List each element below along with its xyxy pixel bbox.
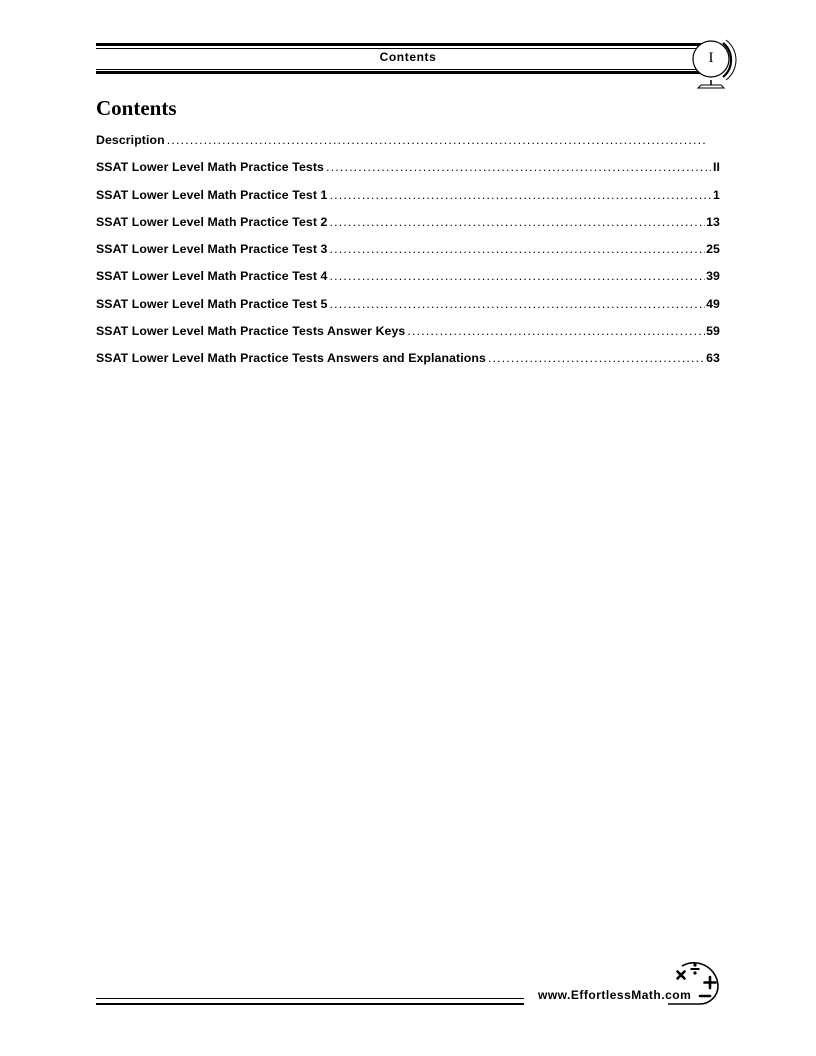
toc-entry-title: SSAT Lower Level Math Practice Test 5 xyxy=(96,296,328,311)
dot-leader xyxy=(488,351,705,365)
page-number: I xyxy=(708,50,714,66)
running-title: Contents xyxy=(379,50,437,64)
page-number-globe-icon xyxy=(688,38,738,92)
toc-entry-title: SSAT Lower Level Math Practice Test 1 xyxy=(96,187,328,202)
page-title: Contents xyxy=(96,96,177,120)
dot-leader xyxy=(330,215,706,229)
toc-entry-practice-test-3[interactable] xyxy=(96,242,720,269)
header-rule-bottom-thin xyxy=(96,69,708,70)
dot-leader xyxy=(330,188,712,202)
toc-entry-title: SSAT Lower Level Math Practice Test 4 xyxy=(96,269,328,284)
footer-rule-thin xyxy=(96,998,524,999)
toc-entry-page: 25 xyxy=(706,242,720,257)
toc-entry-page: 13 xyxy=(706,214,720,229)
toc-entry-practice-test-2[interactable] xyxy=(96,215,720,242)
toc-entry-practice-test-4[interactable] xyxy=(96,269,720,296)
math-operators-logo-icon xyxy=(668,956,724,1008)
toc-entry-practice-test-5[interactable] xyxy=(96,297,720,324)
dot-leader xyxy=(330,242,706,256)
dot-leader xyxy=(407,324,705,338)
toc-entry-page: 49 xyxy=(706,296,720,311)
footer-rule xyxy=(96,1003,524,1005)
toc-entry-title: SSAT Lower Level Math Practice Test 2 xyxy=(96,214,328,229)
toc-entry-description[interactable] xyxy=(96,133,720,160)
toc-entry-title: SSAT Lower Level Math Practice Tests Answers and Explanations xyxy=(96,351,486,366)
dot-leader xyxy=(330,297,706,311)
toc-entry-answer-keys[interactable] xyxy=(96,324,720,351)
toc-entry-answers-explanations[interactable] xyxy=(96,351,720,378)
dot-leader xyxy=(330,269,706,283)
toc-entry-page: 63 xyxy=(706,351,720,366)
toc-entry-page: 59 xyxy=(706,324,720,339)
header-rule-top xyxy=(96,43,708,46)
toc-entry-page: II xyxy=(712,160,720,175)
toc-entry-page: 1 xyxy=(713,187,720,202)
toc-entry-page: 39 xyxy=(706,269,720,284)
toc-entry-title: SSAT Lower Level Math Practice Tests Answer Keys xyxy=(96,324,406,339)
header-rule-bottom xyxy=(96,71,708,74)
dot-leader xyxy=(167,133,708,147)
toc-entry-practice-tests[interactable] xyxy=(96,160,720,187)
toc-entry-title: Description xyxy=(96,133,165,147)
dot-leader xyxy=(326,160,711,174)
header-rule-top-thin xyxy=(96,48,708,49)
table-of-contents xyxy=(96,133,720,379)
toc-entry-title: SSAT Lower Level Math Practice Tests xyxy=(96,160,324,175)
toc-entry-title: SSAT Lower Level Math Practice Test 3 xyxy=(96,242,328,257)
footer-website-link[interactable]: www.EffortlessMath.com xyxy=(538,988,692,1002)
toc-entry-practice-test-1[interactable] xyxy=(96,188,720,215)
